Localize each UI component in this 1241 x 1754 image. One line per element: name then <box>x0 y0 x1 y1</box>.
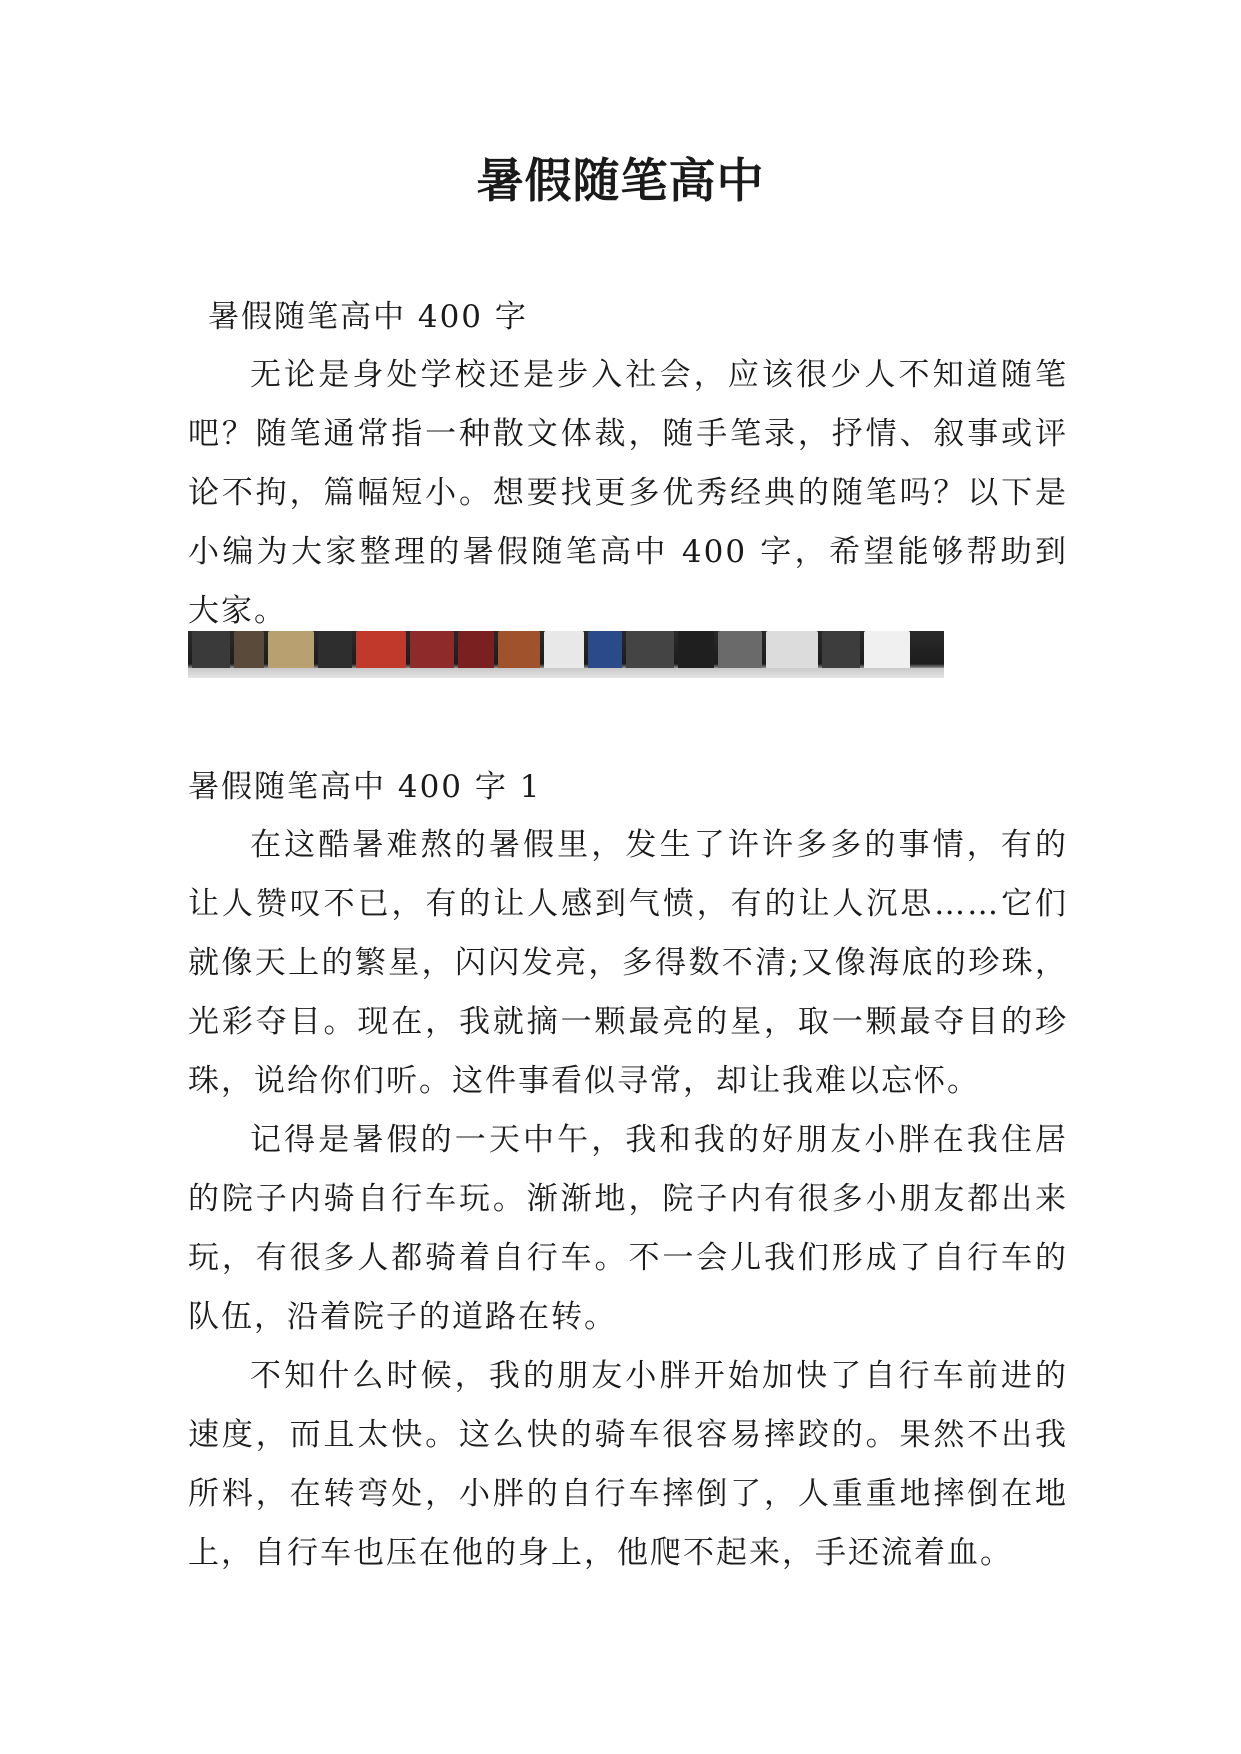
section1-paragraph-1: 在这酷暑难熬的暑假里，发生了许许多多的事情，有的让人赞叹不已，有的让人感到气愤，有的让人沉思……它们就像天上的繁星，闪闪发亮，多得数不清;又像海底的珍珠，光彩夺目。现在，我就摘一颗最亮的星，取一颗最夺目的珍珠，说给你们听。这件事看似寻常，却让我难以忘怀。 <box>188 827 1068 1099</box>
book-spine <box>766 631 818 669</box>
book-spine <box>458 631 494 669</box>
section1-heading <box>188 758 1068 817</box>
book-spine <box>268 631 314 669</box>
intro-heading <box>208 288 1088 347</box>
book-spine <box>498 631 540 669</box>
book-spine <box>864 631 910 669</box>
section1-heading-text: 暑假随笔高中 400 字 1 <box>188 769 542 805</box>
book-spine <box>410 631 454 669</box>
book-spine <box>234 631 264 669</box>
book-spine <box>588 631 622 669</box>
book-spine <box>678 631 714 669</box>
book-spine <box>318 631 352 669</box>
section1-paragraph-3: 不知什么时候，我的朋友小胖开始加快了自行车前进的速度，而且太快。这么快的骑车很容易摔跤的。果然不出我所料，在转弯处，小胖的自行车摔倒了，人重重地摔倒在地上，自行车也压在他的身上，他爬不起来，手还流着血。 <box>188 1358 1068 1571</box>
shelf-edge <box>188 668 944 678</box>
bookshelf-photo <box>188 631 944 678</box>
book-spine <box>822 631 860 669</box>
intro-heading-text: 暑假随笔高中 400 字 <box>208 299 528 335</box>
book-spine <box>718 631 762 669</box>
intro-section <box>188 346 1068 641</box>
book-spine <box>356 631 406 669</box>
section1-body <box>188 816 1068 1583</box>
document-title: 暑假随笔高中 <box>476 154 765 209</box>
book-spine <box>544 631 584 669</box>
book-spine <box>192 631 230 669</box>
book-spine <box>626 631 674 669</box>
intro-paragraph: 无论是身处学校还是步入社会，应该很少人不知道随笔吧？随笔通常指一种散文体裁，随手笔录，抒情、叙事或评论不拘，篇幅短小。想要找更多优秀经典的随笔吗？以下是小编为大家整理的暑假随笔高中 400 字，希望能够帮助到大家。 <box>188 357 1068 629</box>
section1-paragraph-2: 记得是暑假的一天中午，我和我的好朋友小胖在我住居的院子内骑自行车玩。渐渐地，院子内有很多小朋友都出来玩，有很多人都骑着自行车。不一会儿我们形成了自行车的队伍，沿着院子的道路在转。 <box>188 1122 1068 1335</box>
